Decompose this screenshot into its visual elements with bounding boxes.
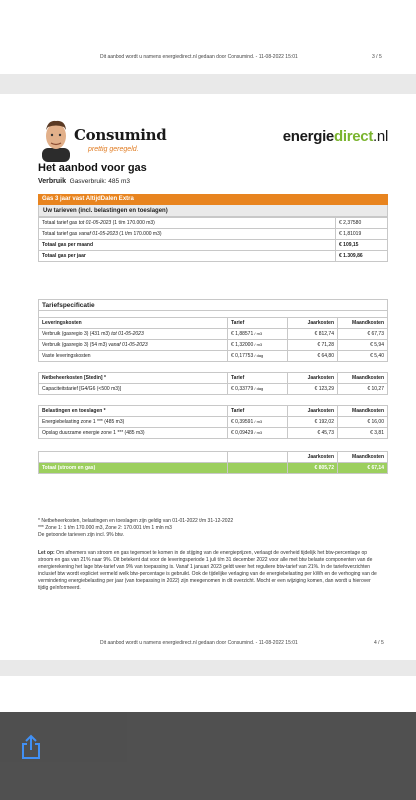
table-header: Jaarkosten Maandkosten <box>39 452 388 463</box>
table-header: Belastingen en toeslagen * Tarief Jaarkosten Maandkosten <box>39 406 388 417</box>
table-row: Vaste leveringskosten € 0,17753 / dag € 64,80 € 5,40 <box>39 351 388 362</box>
bottom-toolbar <box>0 712 416 800</box>
levering-table <box>38 317 388 362</box>
total-table <box>38 451 388 474</box>
product-name: Gas 3 jaar vast AltijdDalen Extra <box>38 194 388 205</box>
table-header: Netbeheerkosten [Stedin] * Tarief Jaarkosten Maandkosten <box>39 373 388 384</box>
page-footer: Dit aanbod wordt u namens energiedirect.nl gedaan door Consumind. - 11-08-2022 15:01 <box>100 640 298 646</box>
tarieven-table <box>38 217 388 262</box>
document-page <box>0 94 416 660</box>
product-box <box>38 194 388 262</box>
usage-line: Verbruik Gasverbruik: 485 m3 <box>38 178 130 185</box>
spec-title: Tariefspecificatie <box>38 299 388 311</box>
table-row: Capaciteitstarief [G4/G6 (<500 m3)] € 0,33779 / dag € 123,29 € 10,27 <box>39 384 388 395</box>
table-row: Totaal gas per jaar € 1.309,86 <box>39 251 388 262</box>
table-row: Verbruik (gasregio 3) (431 m3) tot 01-05-2023 € 1,88571 / m3 € 812,74 € 67,73 <box>39 329 388 340</box>
previous-page <box>0 0 416 74</box>
tarieven-subheader: Uw tarieven (incl. belastingen en toeslagen) <box>38 205 388 217</box>
netbeheer-table <box>38 372 388 395</box>
energiedirect-logo: energiedirect.nl <box>282 128 388 145</box>
table-row: Opslag duurzame energie zone 1 *** (485 m3) € 0,09429 / m3 € 45,73 € 3,81 <box>39 428 388 439</box>
previous-page-footer: Dit aanbod wordt u namens energiedirect.nl gedaan door Consumind. - 11-08-2022 15:01 <box>100 54 298 60</box>
share-icon[interactable] <box>20 734 42 760</box>
table-row: Totaal tarief gas vanaf 01-05-2023 (1 t/m 170.000 m3) € 1,81019 <box>39 229 388 240</box>
page-number: 4 / 5 <box>374 640 384 646</box>
let-op-paragraph: Let op: Om afnemers van stroom en gas tegemoet te komen in de stijging van de energieprijzen, verlaagt de overheid tijdelijk het btw-percentage op stroom en gas van 21% naar 9%. Dit betekent dat voor de leveringsperiode 1 juli t/m 31 december 2022 voor alle met btw belaste componenten van de energierekening het lage btw-tarief van 9% van toepassing is. Vanaf 1 januari 2023 geldt weer het reguliere btw-tarief van 21%. In de tariefoverzichten inclusief btw wordt expliciet vermeld welk btw-percentage is gebruikt. Ook de tijdelijke verlaging van de energiebelasting per kWh en de verhoging van de vermindering energiebelasting per jaar (van toepassing in 2022) zijn meegenomen in dit overzicht. Mocht er een wijziging komen, dan wordt u hierover tijdig geïnformeerd. <box>38 550 377 591</box>
table-row: Energiebelasting zone 1 *** (485 m3) € 0,39591 / m3 € 192,02 € 16,00 <box>39 417 388 428</box>
table-header: Leveringskosten Tarief Jaarkosten Maandkosten <box>39 318 388 329</box>
consumind-logo-text: Consumind <box>74 126 167 144</box>
total-row: Totaal (stroom en gas) € 805,72 € 67,14 <box>39 463 388 474</box>
tariefspecificatie-box <box>38 299 388 474</box>
table-row: Totaal gas per maand € 109,15 <box>39 240 388 251</box>
header-logos <box>38 116 388 166</box>
footnotes: * Netbeheerkosten, belastingen en toeslagen zijn geldig van 01-01-2022 t/m 31-12-2022 *** Zone 1: 1 t/m 170.000 m3, Zone 2: 170.001 t/m 1 mln m3 De getoonde tarieven zijn incl. 9% btw. <box>38 518 234 538</box>
page-title: Het aanbod voor gas <box>38 162 147 174</box>
table-row: Verbruik (gasregio 3) (54 m3) vanaf 01-05-2023 € 1,32000 / m3 € 71,28 € 5,94 <box>39 340 388 351</box>
belasting-table <box>38 405 388 439</box>
previous-page-number: 3 / 5 <box>372 54 382 60</box>
consumind-tagline: prettig geregeld. <box>88 146 139 153</box>
consumind-avatar-icon <box>38 118 74 162</box>
table-row: Totaal tarief gas tot 01-05-2023 (1 t/m 170.000 m3) € 2,37580 <box>39 218 388 229</box>
